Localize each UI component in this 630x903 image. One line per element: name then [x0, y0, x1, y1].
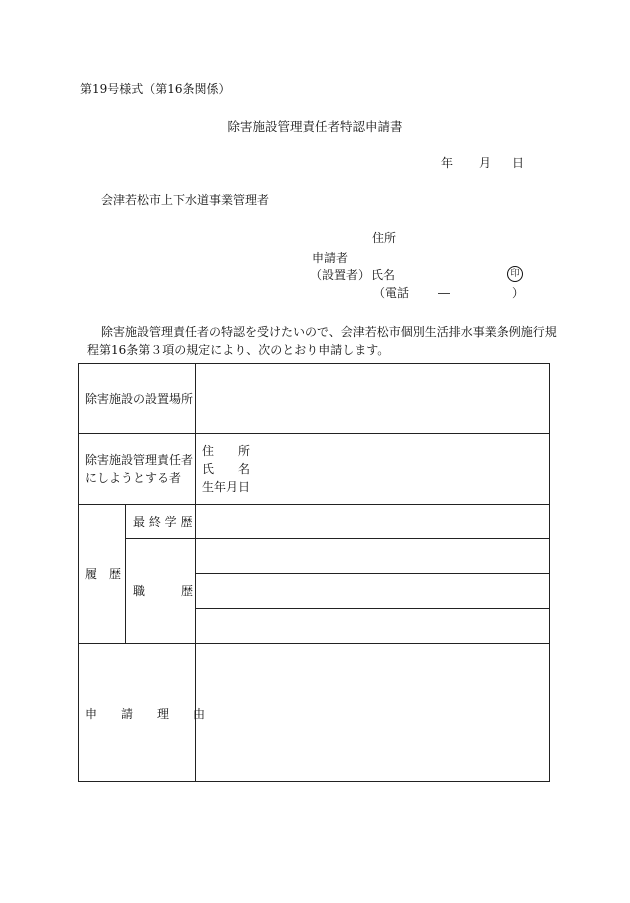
candidate-birthdate-label: 生年月日 [202, 480, 251, 494]
date-year-label: 年 [441, 156, 454, 170]
applicant-label: 申請者 [312, 251, 349, 265]
applicant-name-label: 氏名 [371, 268, 396, 282]
telephone-dash: ― [438, 286, 450, 300]
telephone-label: （電話 [373, 286, 410, 300]
date-day-label: 日 [512, 156, 525, 170]
career-label: 職 歴 [133, 584, 194, 598]
form-number: 第19号様式（第16条関係） [80, 82, 231, 96]
candidate-label-line1: 除害施設管理責任者 [85, 453, 194, 467]
telephone-close-paren: ） [512, 286, 525, 300]
candidate-label-line2: にしようとする者 [85, 471, 182, 485]
history-label: 履 歴 [85, 567, 122, 581]
addressee: 会津若松市上下水道事業管理者 [101, 193, 270, 207]
education-label: 最 終 学 歴 [133, 515, 193, 529]
date-month-label: 月 [479, 156, 492, 170]
application-form-table [78, 363, 550, 782]
table-divider [125, 538, 549, 539]
facility-location-label: 除害施設の設置場所 [85, 392, 194, 406]
application-reason-label: 申 請 理 由 [85, 707, 206, 721]
table-divider [125, 504, 126, 643]
table-divider [195, 608, 549, 609]
table-divider [79, 643, 549, 644]
candidate-name-label: 氏 名 [202, 462, 251, 476]
body-text-line2: 程第16条第３項の規定により、次のとおり申請します。 [87, 343, 390, 357]
applicant-address-label: 住所 [372, 231, 397, 245]
seal-mark: 印 [507, 266, 523, 282]
installer-label: （設置者） [310, 268, 371, 282]
body-text-line1: 除害施設管理責任者の特認を受けたいので、会津若松市個別生活排水事業条例施行規 [101, 325, 557, 339]
candidate-address-label: 住 所 [202, 444, 251, 458]
table-divider [195, 573, 549, 574]
table-divider [79, 504, 549, 505]
document-title: 除害施設管理責任者特認申請書 [227, 119, 403, 134]
table-divider [79, 433, 549, 434]
